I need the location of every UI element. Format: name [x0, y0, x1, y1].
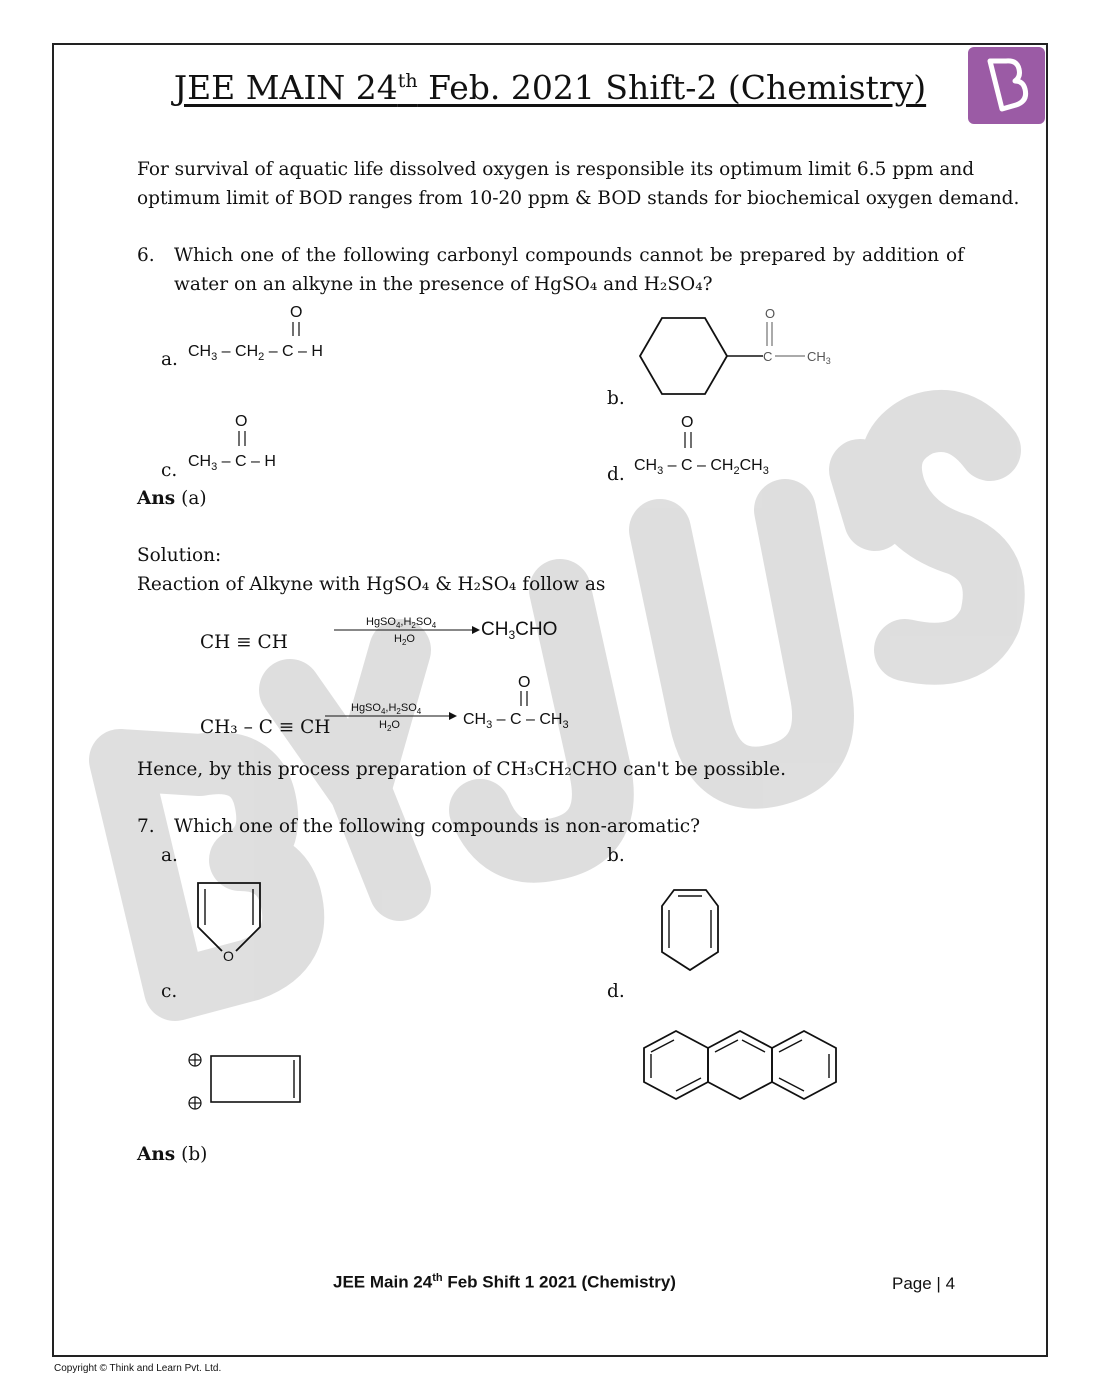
q6-line-2: water on an alkyne in the presence of HgSO₄ and H₂SO₄? [174, 274, 713, 295]
q6-number: 6. [137, 245, 155, 266]
byjus-logo [968, 47, 1045, 124]
svg-text:HgSO4,H2SO4: $HgSO_4,H_2SO_4$ [366, 616, 437, 630]
acetaldehyde-structure [188, 408, 298, 478]
anthracene-structure [640, 1028, 840, 1108]
svg-text:H2O: $H_2O$ [394, 633, 415, 647]
svg-text:O: O [223, 948, 234, 964]
svg-text:O: O [518, 674, 531, 691]
svg-text:O: O [290, 304, 303, 321]
reaction-1-arrow [334, 612, 574, 652]
butanone-structure [634, 410, 794, 480]
q7-option-a-label: a. [161, 845, 178, 866]
svg-text:CH3 – C – CH2CH3: $CH_3$ – C – $CH_2CH_3$ [634, 457, 769, 477]
logo-b-icon [968, 47, 1045, 124]
q6-option-b-label: b. [607, 388, 625, 409]
reaction-2-arrow [325, 668, 585, 738]
q7-option-c-label: c. [161, 981, 178, 1002]
copyright-notice: Copyright © Think and Learn Pvt. Ltd. [54, 1363, 222, 1374]
solution-line: Reaction of Alkyne with HgSO₄ & H₂SO₄ follow as [137, 574, 606, 595]
q6-line-1: Which one of the following carbonyl compounds cannot be prepared by addition of [174, 245, 964, 266]
solution-conclusion: Hence, by this process preparation of CH₃CH₂CHO can't be possible. [137, 759, 787, 780]
q7-answer: Ans (b) [137, 1144, 208, 1165]
page-title: JEE MAIN 24th Feb. 2021 Shift-2 (Chemistry) [173, 68, 927, 107]
solution-heading: Solution: [137, 545, 222, 566]
svg-text:CH3: $CH_3$ [807, 349, 831, 366]
svg-text:CH3 – C – H: $CH_3$ – C – H [188, 453, 276, 473]
svg-text:O: O [765, 306, 776, 321]
propanal-structure [188, 300, 348, 370]
svg-text:O: O [681, 414, 694, 431]
q6-option-c-label: c. [161, 460, 178, 481]
q7-option-d-label: d. [607, 981, 625, 1002]
q7-number: 7. [137, 816, 155, 837]
svg-text:CH3 – CH2 – C – H: $CH_3 - CH_2$ – C – H [188, 343, 323, 363]
svg-text:O: O [235, 413, 248, 430]
svg-text:CH3 – C – CH3: $CH_3$ – C – $CH_3$ [463, 711, 569, 731]
q6-answer: Ans (a) [137, 488, 207, 509]
intro-line-2: optimum limit of BOD ranges from 10-20 ppm & BOD stands for biochemical oxygen demand. [137, 188, 1020, 209]
cycloheptatriene-structure [660, 888, 725, 978]
q7-option-b-label: b. [607, 845, 625, 866]
footer-title: JEE Main 24th Feb Shift 1 2021 (Chemistry) [333, 1272, 676, 1292]
page-number: Page | 4 [892, 1274, 956, 1293]
svg-text:CH3CHO: $CH_3CHO$ [481, 619, 558, 642]
furan-structure [190, 875, 275, 970]
cyclobutene-dication-structure [184, 1048, 309, 1118]
svg-text:HgSO4,H2SO4: $HgSO_4,H_2SO_4$ [351, 702, 422, 716]
q6-option-a-label: a. [161, 349, 178, 370]
reaction-1-reactant: CH ≡ CH [200, 632, 288, 653]
svg-text:C: C [763, 349, 773, 364]
q6-option-d-label: d. [607, 464, 625, 485]
reaction-2-reactant: CH₃ – C ≡ CH [200, 717, 331, 738]
intro-line-1: For survival of aquatic life dissolved oxygen is responsible its optimum limit 6.5 ppm and [137, 159, 975, 180]
svg-text:H2O: $H_2O$ [379, 719, 400, 733]
q7-text: Which one of the following compounds is non-aromatic? [174, 816, 701, 837]
cyclohexyl-methyl-ketone-structure [635, 300, 855, 400]
